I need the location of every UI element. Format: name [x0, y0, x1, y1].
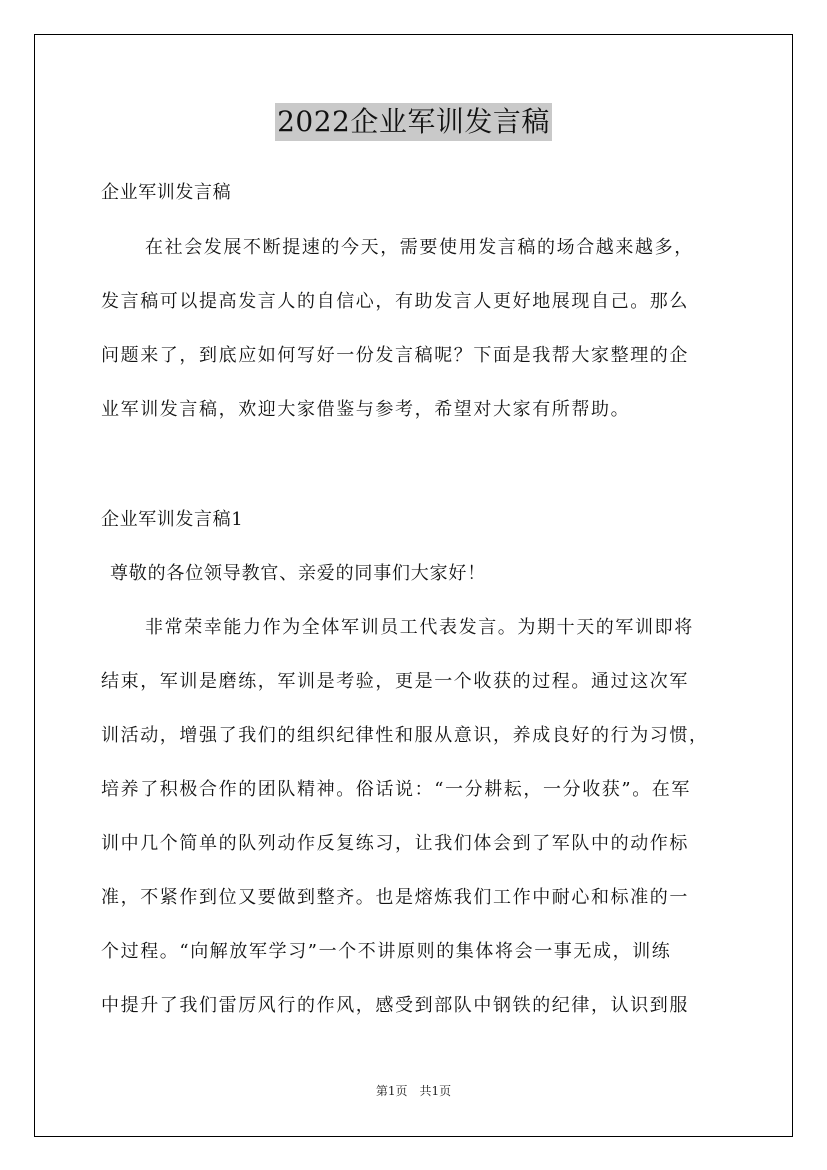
intro-line-3: 问题来了，到底应如何写好一份发言稿呢？下面是我帮大家整理的企 — [101, 345, 689, 366]
body-line-6: 准，不紧作到位又要做到整齐。也是熔炼我们工作中耐心和标准的一 — [101, 887, 689, 908]
body-line-1: 非常荣幸能力作为全体军训员工代表发言。为期十天的军训即将 — [145, 617, 694, 638]
title-container — [0, 103, 827, 141]
body-line-4: 培养了积极合作的团队精神。俗话说：“一分耕耘，一分收获”。在军 — [101, 779, 692, 800]
intro-line-2: 发言稿可以提高发言人的自信心，有助发言人更好地展现自己。那么 — [101, 291, 689, 312]
body-line-5: 训中几个简单的队列动作反复练习，让我们体会到了军队中的动作标 — [101, 833, 689, 854]
body-line-7: 个过程。“向解放军学习”一个不讲原则的集体将会一事无成，训练 — [101, 941, 672, 962]
intro-line-1: 在社会发展不断提速的今天，需要使用发言稿的场合越来越多， — [145, 237, 694, 258]
document-subtitle: 企业军训发言稿 — [101, 182, 232, 203]
intro-line-4: 业军训发言稿，欢迎大家借鉴与参考，希望对大家有所帮助。 — [101, 399, 631, 420]
document-title: 2022企业军训发言稿 — [275, 103, 552, 141]
page-footer: 第1页 共1页 — [375, 1084, 452, 1098]
greeting: 尊敬的各位领导教官、亲爱的同事们大家好！ — [110, 563, 486, 584]
body-line-2: 结束，军训是磨练，军训是考验，更是一个收获的过程。通过这次军 — [101, 671, 689, 692]
body-line-8: 中提升了我们雷厉风行的作风，感受到部队中钢铁的纪律，认识到服 — [101, 995, 689, 1016]
section-heading: 企业军训发言稿1 — [101, 509, 244, 530]
body-line-3: 训活动，增强了我们的组织纪律性和服从意识，养成良好的行为习惯， — [101, 725, 709, 746]
